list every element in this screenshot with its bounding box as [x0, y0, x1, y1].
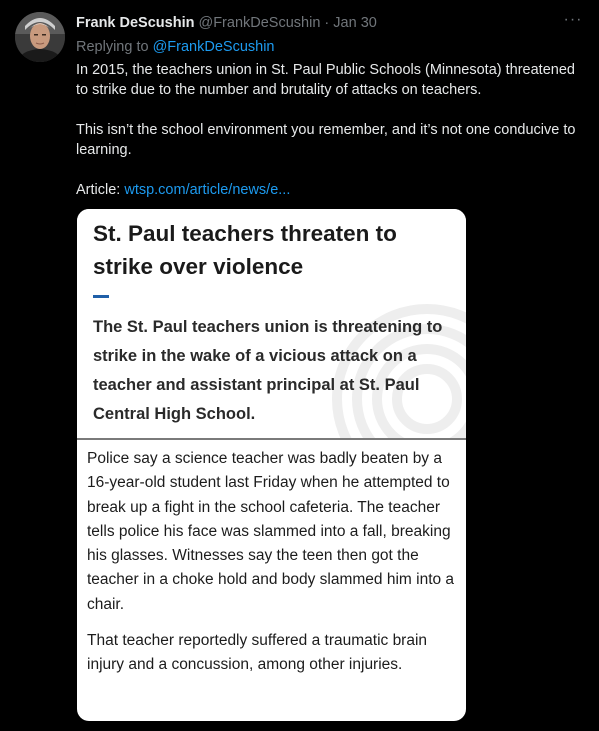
- article-link[interactable]: wtsp.com/article/news/e...: [124, 182, 291, 198]
- article-label: Article:: [76, 182, 125, 198]
- avatar[interactable]: [15, 12, 65, 62]
- replying-to-link[interactable]: @FrankDeScushin: [152, 39, 275, 55]
- user-handle[interactable]: @FrankDeScushin: [198, 15, 321, 31]
- accent-bar: [93, 295, 109, 298]
- avatar-image: [15, 12, 65, 62]
- article-screenshot-card[interactable]: [77, 209, 466, 721]
- article-paragraph: Police say a science teacher was badly beaten by a 16-year-old student last Friday when he attempted to break up a fight in the school cafeteria. The teacher tells police his face was slammed into a fall, breaking his glasses. Witnesses say the teen then got the teacher in a choke hold and body slammed him into a chair.: [87, 450, 455, 613]
- separator-dot: ·: [324, 15, 330, 31]
- article-paragraph: That teacher reportedly suffered a traumatic brain injury and a concussion, among other injuries.: [87, 632, 428, 674]
- replying-to: [76, 38, 274, 56]
- divider: [77, 438, 466, 440]
- tweet-date[interactable]: Jan 30: [333, 15, 377, 31]
- more-options-icon[interactable]: ···: [563, 11, 583, 28]
- article-body: [87, 447, 459, 678]
- tweet-header: [76, 14, 556, 34]
- tweet-paragraph: This isn’t the school environment you remember, and it’s not one conducive to learning.: [76, 122, 576, 158]
- display-name[interactable]: Frank DeScushin: [76, 15, 195, 31]
- article-line: [76, 180, 576, 200]
- tweet-paragraph: In 2015, the teachers union in St. Paul Public Schools (Minnesota) threatened to strike due to the number and brutality of attacks on teachers.: [76, 62, 575, 98]
- article-headline: St. Paul teachers threaten to strike over violence: [93, 221, 397, 279]
- replying-to-label: Replying to: [76, 39, 153, 55]
- card-header-area: [77, 209, 466, 439]
- article-lede: The St. Paul teachers union is threatening to strike in the wake of a vicious attack on a teacher and assistant principal at St. Paul Central High School.: [93, 318, 443, 423]
- tweet-text: [76, 60, 576, 200]
